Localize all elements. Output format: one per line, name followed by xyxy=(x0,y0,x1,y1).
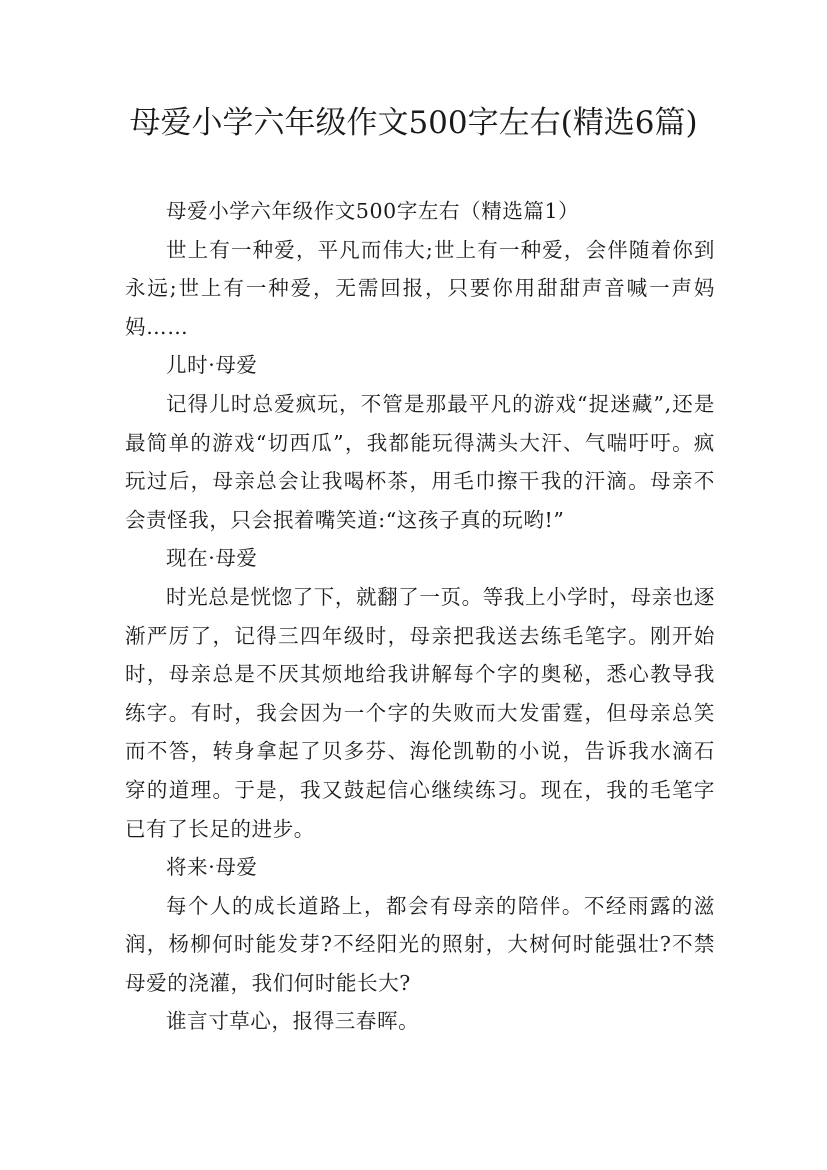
paragraph-now: 时光总是恍惚了下，就翻了一页。等我上小学时，母亲也逐渐严厉了，记得三四年级时，母亲把我送去练毛笔字。刚开始时，母亲总是不厌其烦地给我讲解每个字的奥秘，悉心教导我练字。有时，我会因为一个字的失败而大发雷霆，但母亲总笑而不答，转身拿起了贝多芬、海伦凯勒的小说，告诉我水滴石穿的道理。于是，我又鼓起信心继续练习。现在，我的毛笔字已有了长足的进步。 xyxy=(125,584,715,841)
paragraph-intro: 世上有一种爱，平凡而伟大;世上有一种爱，会伴随着你到永远;世上有一种爱，无需回报，只要你用甜甜声音喊一声妈妈…… xyxy=(125,237,715,339)
paragraph-future: 每个人的成长道路上，都会有母亲的陪伴。不经雨露的滋润，杨柳何时能发芽?不经阳光的照射，大树何时能强壮?不禁母爱的浇灌，我们何时能长大? xyxy=(125,893,715,995)
paragraph-closing: 谁言寸草心，报得三春晖。 xyxy=(166,1009,420,1034)
document-body xyxy=(125,192,715,1041)
subheading-future: 将来·母爱 xyxy=(166,855,258,880)
paragraph-childhood: 记得儿时总爱疯玩，不管是那最平凡的游戏“捉迷藏”,还是最简单的游戏“切西瓜”，我都能玩得满头大汗、气喘吁吁。疯玩过后，母亲总会让我喝杯茶，用毛巾擦干我的汗滴。母亲不会责怪我，只会抿着嘴笑道:“这孩子真的玩哟!” xyxy=(125,391,715,532)
section-title: 母爱小学六年级作文500字左右（精选篇1） xyxy=(166,199,580,223)
subheading-now: 现在·母爱 xyxy=(166,546,258,571)
subheading-childhood: 儿时·母爱 xyxy=(166,353,258,378)
document-title: 母爱小学六年级作文500字左右(精选6篇) xyxy=(129,105,698,141)
